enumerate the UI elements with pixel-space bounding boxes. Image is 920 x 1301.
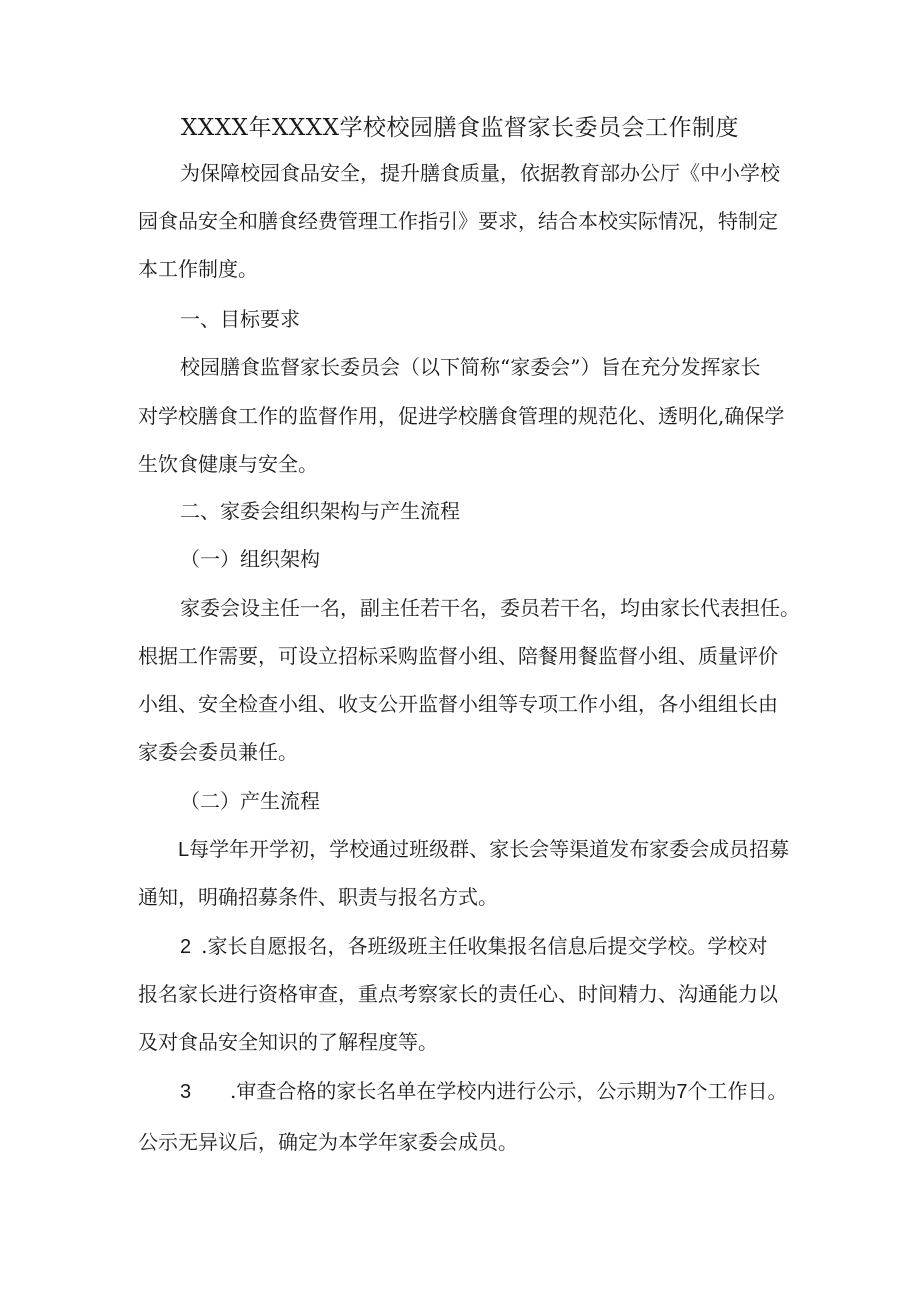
- section-1-line-3: 生饮食健康与安全。: [138, 452, 318, 476]
- list-item-3-first-line: [180, 1076, 787, 1107]
- section-1-line-2: 对学校膳食工作的监督作用，促进学校膳食管理的规范化、透明化,确保学: [138, 404, 785, 428]
- list-item-2-line-3: 及对食品安全知识的了解程度等。: [138, 1030, 438, 1054]
- document-title: XXXX年XXXX学校校园膳食监督家长委员会工作制度: [181, 115, 739, 141]
- section-1-line-1: 校园膳食监督家长委员会（以下简称“家委会”）旨在充分发挥家长: [180, 355, 761, 379]
- subsection-1-heading: （一）组织架构: [180, 547, 320, 571]
- subsection-1-line-2: 根据工作需要，可设立招标采购监督小组、陪餐用餐监督小组、质量评价: [138, 644, 778, 668]
- section-2-heading: 二、家委会组织架构与产生流程: [180, 499, 460, 523]
- list-item-2-line-2: 报名家长进行资格审查，重点考察家长的责任心、时间精力、沟通能力以: [138, 982, 778, 1006]
- publicity-days: 7: [676, 1081, 688, 1103]
- list-item-1-first-line: [178, 834, 789, 865]
- list-item-3-line-2: 公示无异议后，确定为本学年家委会成员。: [138, 1130, 518, 1154]
- list-item-1-text: 每学年开学初，学校通过班级群、家长会等渠道发布家委会成员招募: [189, 837, 790, 861]
- section-1-heading: 一、目标要求: [180, 307, 300, 331]
- list-item-2-marker: 2: [180, 936, 192, 958]
- subsection-1-line-1: 家委会设主任一名，副主任若干名，委员若干名，均由家长代表担任。: [180, 596, 800, 620]
- intro-line-2: 园食品安全和膳食经费管理工作指引》要求，结合本校实际情况，特制定: [138, 209, 778, 233]
- subsection-1-line-4: 家委会委员兼任。: [138, 740, 298, 764]
- subsection-2-heading: （二）产生流程: [180, 789, 320, 813]
- intro-line-1: 为保障校园食品安全，提升膳食质量，依据教育部办公厅《中小学校: [180, 161, 780, 185]
- list-item-3-marker: 3: [180, 1081, 192, 1103]
- list-item-1-line-2: 通知，明确招募条件、职责与报名方式。: [138, 885, 498, 909]
- list-item-2-first-line: [180, 931, 767, 962]
- intro-line-3: 本工作制度。: [138, 257, 258, 281]
- list-item-3-text-b: 个工作日。: [687, 1079, 788, 1103]
- subsection-1-line-3: 小组、安全检查小组、收支公开监督小组等专项工作小组，各小组组长由: [138, 692, 778, 716]
- list-item-1-marker: L: [178, 839, 190, 861]
- list-item-2-text: .家长自愿报名，各班级班主任收集报名信息后提交学校。学校对: [201, 934, 768, 958]
- list-item-3-text-a: .审查合格的家长名单在学校内进行公示，公示期为: [230, 1079, 677, 1103]
